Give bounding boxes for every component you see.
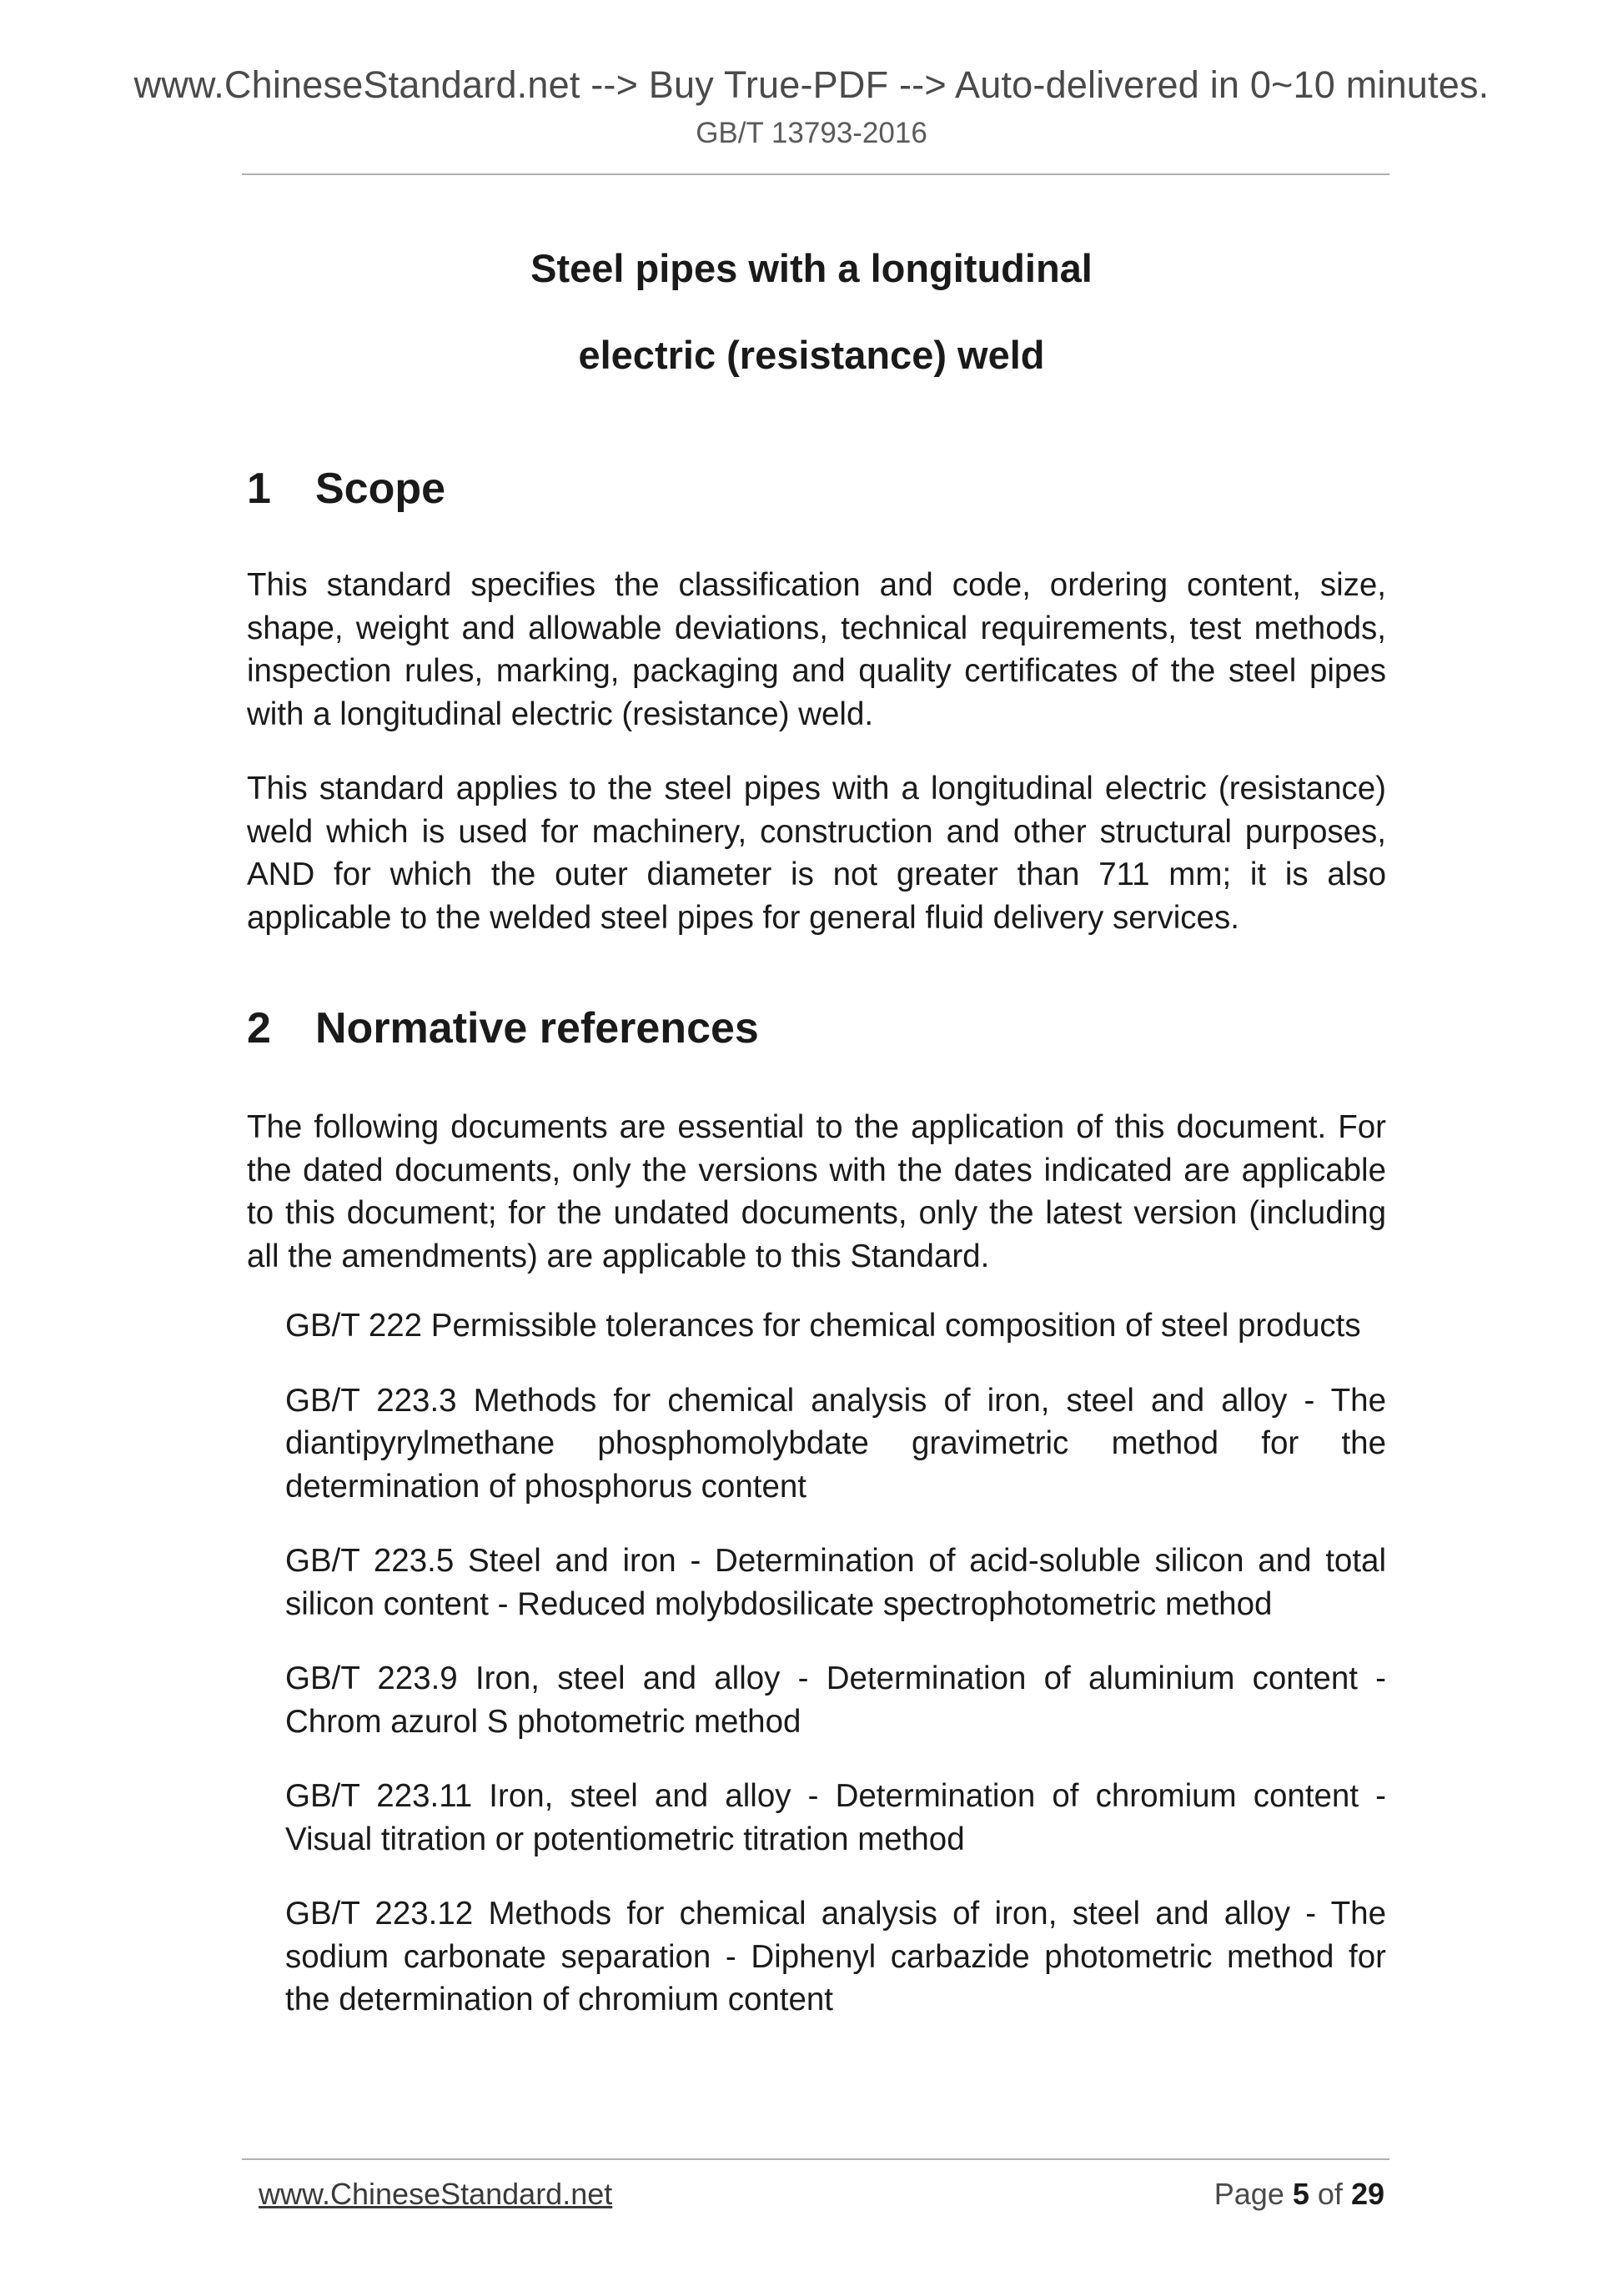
page-prefix: Page (1213, 2177, 1284, 2211)
references-intro-paragraph: The following documents are essential to the application of this document. For the dated documents, only the versions with the dates indicated are applicable to this document; for the undated documents, only the latest version (including all the amendments) are applicable to this Standard. (247, 1109, 1386, 1274)
reference-item: GB/T 222 Permissible tolerances for chemical composition of steel products (285, 1308, 1361, 1344)
document-title-line2: electric (resistance) weld (578, 333, 1045, 377)
section-heading-scope (247, 464, 445, 514)
section-title: Scope (315, 465, 446, 513)
section-number: 1 (247, 465, 271, 513)
header-standard-id: GB/T 13793-2016 (696, 117, 927, 149)
reference-list (285, 1304, 1386, 2053)
reference-item: GB/T 223.5 Steel and iron - Determination of acid-soluble silicon and total silicon content - Reduced molybdosilicate spectrophotometric method (285, 1543, 1386, 1622)
document-title-line1: Steel pipes with a longitudinal (530, 246, 1093, 290)
page-total: 29 (1350, 2177, 1384, 2211)
reference-item: GB/T 223.3 Methods for chemical analysis of iron, steel and alloy - The diantipyrylmethane phosphomolybdate gravimetric method for the determination of phosphorus content (285, 1382, 1386, 1505)
page-current: 5 (1292, 2177, 1309, 2211)
footer-divider (242, 2158, 1389, 2160)
page-number (1214, 2177, 1384, 2212)
reference-item: GB/T 223.9 Iron, steel and alloy - Determination of aluminium content - Chrom azurol S photometric method (285, 1660, 1386, 1740)
scope-paragraph: This standard specifies the classification and code, ordering content, size, shape, weight and allowable deviations, technical requirements, test methods, inspection rules, marking, packaging and quality certificates of the steel pipes with a longitudinal electric (resistance) weld. (247, 567, 1386, 732)
section-title: Normative references (315, 1004, 759, 1053)
scope-paragraph: This standard applies to the steel pipes with a longitudinal electric (resistance) weld which is used for machinery, construction and other structural purposes, AND for which the outer diameter is not greater than 711 mm; it is also applicable to the welded steel pipes for general fluid delivery services. (247, 771, 1386, 936)
section-number: 2 (247, 1004, 271, 1053)
section-heading-normative-references (247, 1003, 759, 1053)
reference-item: GB/T 223.12 Methods for chemical analysis of iron, steel and alloy - The sodium carbonate separation - Diphenyl carbazide photometric method for the determination of chromium content (285, 1896, 1386, 2017)
page-of: of (1317, 2177, 1343, 2211)
header-promo: www.ChineseStandard.net --> Buy True-PDF --> Auto-delivered in 0~10 minutes. (133, 63, 1490, 106)
footer-website-link[interactable]: www.ChineseStandard.net (259, 2177, 613, 2211)
header-divider (242, 173, 1389, 175)
reference-item: GB/T 223.11 Iron, steel and alloy - Determination of chromium content - Visual titration or potentiometric titration method (285, 1778, 1386, 1857)
